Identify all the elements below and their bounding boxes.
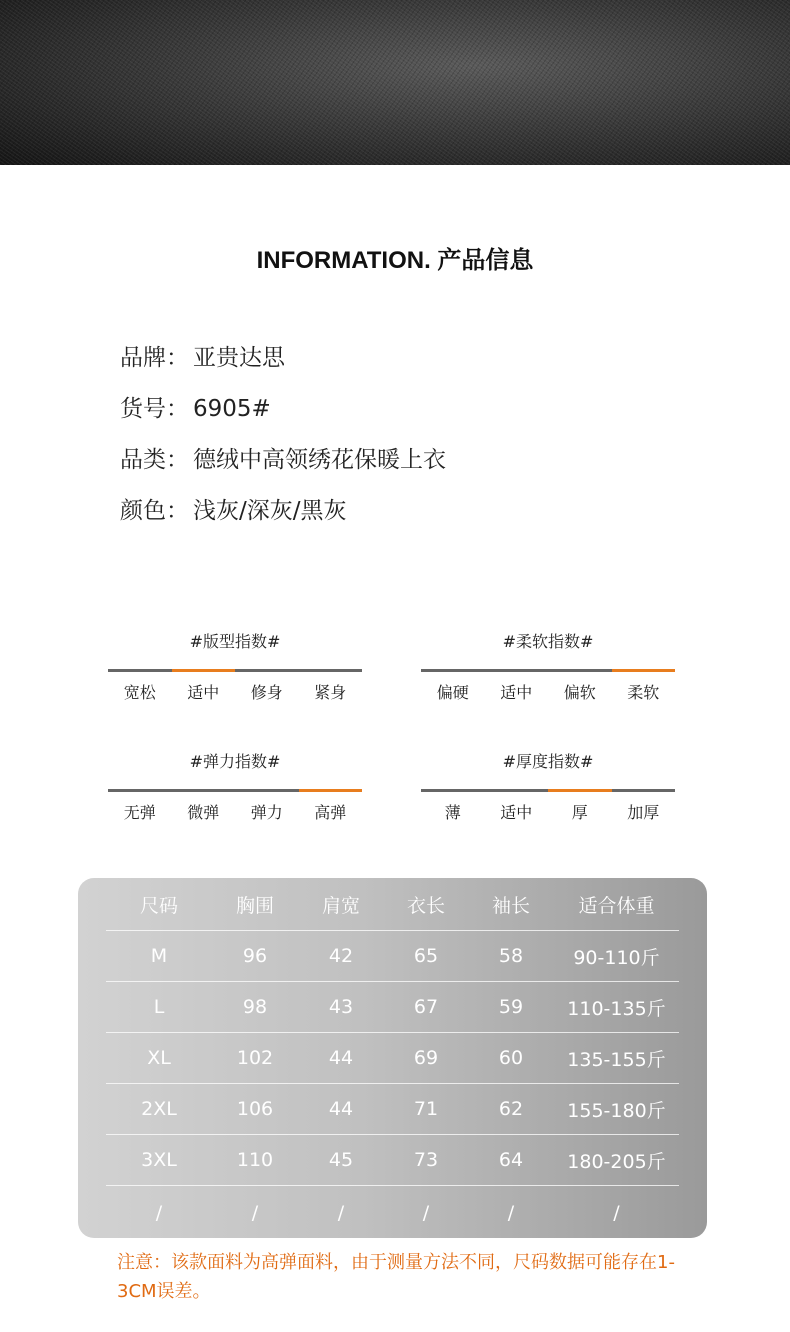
table-row bbox=[106, 1084, 679, 1135]
index-options bbox=[421, 680, 675, 703]
index-option: 紧身 bbox=[314, 683, 347, 702]
index-option: 修身 bbox=[250, 683, 283, 702]
index-track bbox=[108, 669, 362, 672]
info-row-brand bbox=[120, 340, 446, 391]
table-row bbox=[106, 982, 679, 1033]
table-cell: / bbox=[155, 1202, 163, 1224]
index-option: 适中 bbox=[187, 683, 220, 702]
index-option: 无弹 bbox=[123, 803, 156, 822]
index-option: 厚 bbox=[571, 803, 588, 822]
index-title: #厚度指数# bbox=[502, 752, 594, 771]
index-option: 适中 bbox=[500, 803, 533, 822]
table-cell: 67 bbox=[413, 996, 439, 1018]
info-value: 德绒中高领绣花保暖上衣 bbox=[193, 447, 446, 473]
index-track bbox=[421, 669, 675, 672]
index-option: 微弹 bbox=[187, 803, 220, 822]
elasticity-index bbox=[108, 751, 362, 823]
index-highlight bbox=[172, 669, 236, 672]
index-option: 适中 bbox=[500, 683, 533, 702]
fit-index bbox=[108, 631, 362, 703]
thickness-index bbox=[421, 751, 675, 823]
info-value: 浅灰/深灰/黑灰 bbox=[193, 498, 347, 524]
info-label: 品类： bbox=[120, 447, 189, 473]
table-cell: / bbox=[613, 1202, 620, 1224]
index-options bbox=[108, 800, 362, 823]
table-cell: 43 bbox=[328, 996, 354, 1018]
index-option: 薄 bbox=[444, 803, 461, 822]
index-option: 偏软 bbox=[563, 683, 596, 702]
table-cell: 62 bbox=[498, 1098, 524, 1120]
fabric-texture-banner bbox=[0, 0, 790, 165]
table-cell: 71 bbox=[413, 1098, 439, 1120]
info-row-category bbox=[120, 442, 446, 493]
table-cell: M bbox=[150, 945, 168, 967]
table-cell: 90-110斤 bbox=[573, 946, 660, 969]
softness-index bbox=[421, 631, 675, 703]
info-label: 颜色： bbox=[120, 498, 189, 524]
table-cell: 64 bbox=[498, 1149, 524, 1171]
table-cell: 44 bbox=[328, 1047, 354, 1069]
index-track bbox=[108, 789, 362, 792]
table-cell: 73 bbox=[413, 1149, 439, 1171]
index-highlight bbox=[612, 669, 676, 672]
table-cell: 98 bbox=[242, 996, 268, 1018]
info-label: 货号： bbox=[120, 396, 189, 422]
page-title: INFORMATION. 产品信息 bbox=[256, 247, 534, 274]
table-cell: 69 bbox=[413, 1047, 439, 1069]
index-options bbox=[108, 680, 362, 703]
table-cell: / bbox=[507, 1202, 515, 1224]
table-cell: 180-205斤 bbox=[567, 1150, 666, 1173]
index-title: #版型指数# bbox=[189, 632, 281, 651]
header-cell: 袖长 bbox=[491, 894, 530, 917]
table-cell: 59 bbox=[498, 996, 524, 1018]
header-cell: 肩宽 bbox=[321, 894, 360, 917]
table-cell: 42 bbox=[328, 945, 354, 967]
table-cell: / bbox=[251, 1202, 259, 1224]
table-cell: 135-155斤 bbox=[567, 1048, 666, 1071]
header-cell: 尺码 bbox=[139, 894, 178, 917]
table-cell: 65 bbox=[413, 945, 439, 967]
table-cell: 110-135斤 bbox=[567, 997, 666, 1020]
table-cell: 60 bbox=[498, 1047, 524, 1069]
table-row bbox=[106, 1135, 679, 1186]
header-cell: 衣长 bbox=[406, 894, 445, 917]
table-cell: 3XL bbox=[141, 1149, 177, 1171]
index-option: 加厚 bbox=[627, 803, 660, 822]
index-track bbox=[421, 789, 675, 792]
info-value: 亚贵达思 bbox=[193, 345, 285, 371]
info-row-item-number bbox=[120, 391, 446, 442]
size-chart-card bbox=[78, 878, 707, 1238]
product-info-list bbox=[120, 340, 446, 544]
index-option: 偏硬 bbox=[436, 683, 469, 702]
table-row bbox=[106, 1033, 679, 1084]
info-row-color bbox=[120, 493, 446, 544]
table-cell: L bbox=[153, 996, 165, 1018]
table-cell: 155-180斤 bbox=[567, 1099, 666, 1122]
index-option: 宽松 bbox=[123, 683, 156, 702]
index-option: 弹力 bbox=[250, 803, 283, 822]
table-cell: / bbox=[422, 1202, 430, 1224]
index-highlight bbox=[299, 789, 363, 792]
table-cell: 96 bbox=[242, 945, 268, 967]
table-cell: 106 bbox=[236, 1098, 274, 1120]
index-option: 高弹 bbox=[314, 803, 347, 822]
table-cell: 58 bbox=[498, 945, 524, 967]
header-cell: 胸围 bbox=[235, 894, 274, 917]
info-value: 6905# bbox=[193, 396, 271, 422]
index-options bbox=[421, 800, 675, 823]
size-table-header bbox=[106, 878, 679, 931]
table-row bbox=[106, 931, 679, 982]
table-row bbox=[106, 1186, 679, 1240]
table-cell: 45 bbox=[328, 1149, 354, 1171]
index-option: 柔软 bbox=[627, 683, 660, 702]
header-cell: 适合体重 bbox=[578, 894, 655, 917]
index-title: #弹力指数# bbox=[189, 752, 281, 771]
table-cell: 44 bbox=[328, 1098, 354, 1120]
table-cell: / bbox=[337, 1202, 345, 1224]
table-cell: 102 bbox=[236, 1047, 274, 1069]
table-cell: XL bbox=[147, 1047, 171, 1069]
measurement-note: 注意：该款面料为高弹面料，由于测量方法不同，尺码数据可能存在1-3CM误差。 bbox=[117, 1252, 675, 1302]
index-highlight bbox=[548, 789, 612, 792]
table-cell: 2XL bbox=[141, 1098, 177, 1120]
size-table bbox=[106, 878, 679, 1240]
table-cell: 110 bbox=[236, 1149, 274, 1171]
index-title: #柔软指数# bbox=[502, 632, 594, 651]
info-label: 品牌： bbox=[120, 345, 189, 371]
